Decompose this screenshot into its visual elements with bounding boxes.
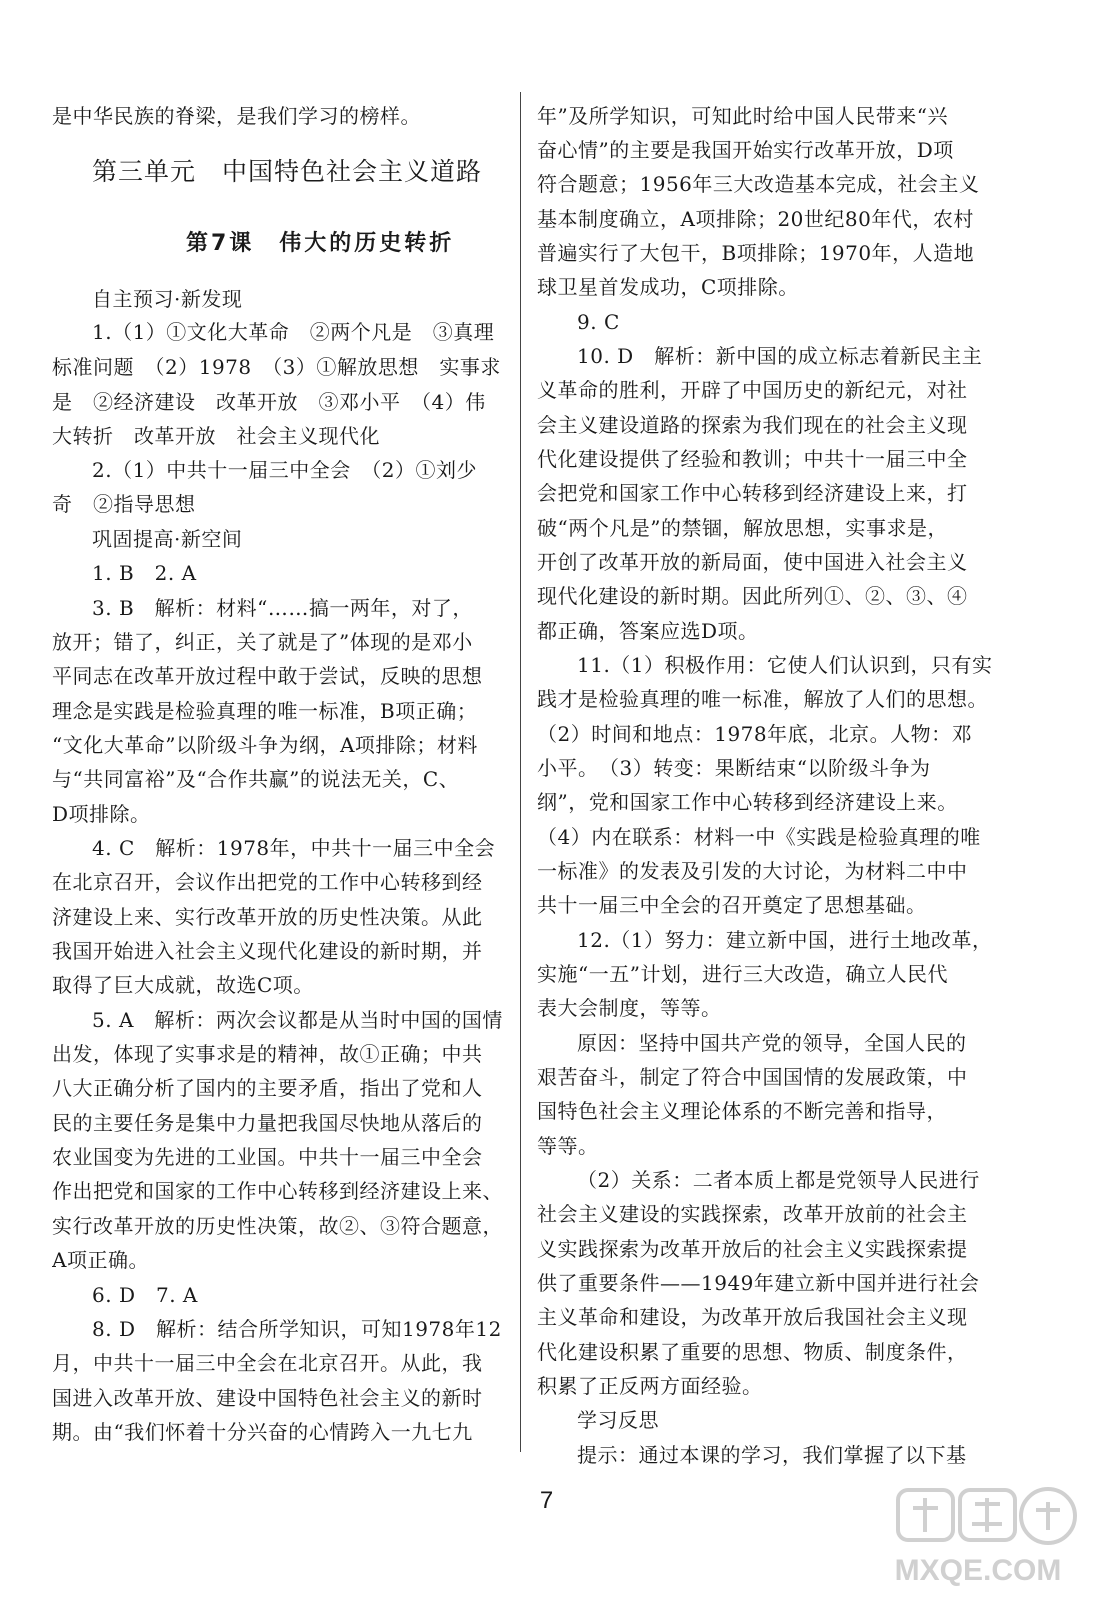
unit-title: 第三单元 中国特色社会主义道路 — [92, 157, 483, 186]
right-column-line: 12.（1）努力：建立新中国，进行土地改革， — [577, 928, 993, 952]
left-column-line: 大转折 改革开放 社会主义现代化 — [52, 424, 380, 448]
left-column-line: 实行改革开放的历史性决策，故②、③符合题意， — [52, 1214, 503, 1238]
right-column-line: 表大会制度，等等。 — [537, 996, 722, 1020]
left-column-line: 自主预习·新发现 — [92, 287, 243, 311]
left-column-line: 2.（1）中共十一届三中全会 （2）①刘少 — [92, 458, 478, 482]
left-column-line: 6. D 7. A — [92, 1283, 198, 1307]
right-column-line: 小平。 （3）转变：果断结束“以阶级斗争为 — [537, 756, 931, 780]
right-column-line: 实施“一五”计划，进行三大改造，确立人民代 — [537, 962, 948, 986]
left-column-line: 5. A 解析：两次会议都是从当时中国的国情 — [92, 1008, 503, 1032]
left-column-line: 巩固提高·新空间 — [92, 527, 243, 551]
watermark-logo — [868, 1480, 1088, 1595]
right-column-line: 国特色社会主义理论体系的不断完善和指导， — [537, 1099, 947, 1123]
right-column-line: 现代化建设的新时期。因此所列①、②、③、④ — [537, 584, 968, 608]
right-column-line: 义革命的胜利，开辟了中国历史的新纪元，对社 — [537, 378, 968, 402]
left-column-line: 国进入改革开放、建设中国特色社会主义的新时 — [52, 1386, 483, 1410]
right-column-line: 供了重要条件——1949年建立新中国并进行社会 — [537, 1271, 980, 1295]
left-column-line: 民的主要任务是集中力量把我国尽快地从落后的 — [52, 1111, 483, 1135]
right-column-line: 践才是检验真理的唯一标准，解放了人们的思想。 — [537, 687, 988, 711]
right-column-line: 年”及所学知识，可知此时给中国人民带来“兴 — [537, 104, 948, 128]
right-column-line: 代化建设提供了经验和教训；中共十一届三中全 — [537, 447, 968, 471]
right-column-line: 奋心情”的主要是我国开始实行改革开放，D项 — [537, 138, 954, 162]
left-column-line: 奇 ②指导思想 — [52, 492, 196, 516]
right-column-line: 11.（1）积极作用：它使人们认识到，只有实 — [577, 653, 993, 677]
left-column-line: 放开；错了，纠正，关了就是了”体现的是邓小 — [52, 630, 473, 654]
left-column-line: 平同志在改革开放过程中敢于尝试，反映的思想 — [52, 664, 483, 688]
left-column-line: “文化大革命”以阶级斗争为纲，A项排除；材料 — [52, 733, 478, 757]
left-column-line: D项排除。 — [52, 802, 151, 826]
left-column-line: 作出把党和国家的工作中心转移到经济建设上来、 — [52, 1179, 503, 1203]
left-column-line: 我国开始进入社会主义现代化建设的新时期，并 — [52, 939, 483, 963]
right-column-line: 义实践探索为改革开放后的社会主义实践探索提 — [537, 1237, 968, 1261]
left-column-line: 理念是实践是检验真理的唯一标准，B项正确； — [52, 699, 478, 723]
right-column-line: 会主义建设道路的探索为我们现在的社会主义现 — [537, 413, 968, 437]
right-column-line: 提示：通过本课的学习，我们掌握了以下基 — [577, 1443, 967, 1467]
right-column-line: 会把党和国家工作中心转移到经济建设上来，打 — [537, 481, 968, 505]
left-column-line: 标准问题 （2）1978 （3）①解放思想 实事求 — [52, 355, 501, 379]
right-column-line: 纲”，党和国家工作中心转移到经济建设上来。 — [537, 790, 958, 814]
left-column-line: 取得了巨大成就，故选C项。 — [52, 973, 314, 997]
left-column-line: 是 ②经济建设 改革开放 ③邓小平 （4）伟 — [52, 390, 486, 414]
right-column-line: 原因：坚持中国共产党的领导，全国人民的 — [577, 1031, 967, 1055]
lesson-title: 第7课 伟大的历史转折 — [186, 231, 455, 256]
right-column-line: 积累了正反两方面经验。 — [537, 1374, 763, 1398]
right-column-line: 破“两个凡是”的禁锢，解放思想，实事求是， — [537, 516, 948, 540]
left-column-line: 出发，体现了实事求是的精神，故①正确；中共 — [52, 1042, 483, 1066]
right-column-line: 都正确，答案应选D项。 — [537, 619, 759, 643]
right-column-line: 等等。 — [537, 1134, 599, 1158]
left-column-line: A项正确。 — [52, 1248, 149, 1272]
right-column-line: 符合题意；1956年三大改造基本完成，社会主义 — [537, 172, 980, 196]
right-column-line: 代化建设积累了重要的思想、物质、制度条件， — [537, 1340, 968, 1364]
right-column-line: 学习反思 — [577, 1408, 659, 1432]
right-column-line: （2）关系：二者本质上都是党领导人民进行 — [577, 1168, 980, 1192]
left-column-line: 4. C 解析：1978年，中共十一届三中全会 — [92, 836, 496, 860]
right-column-line: 一标准》的发表及引发的大讨论，为材料二中中 — [537, 859, 968, 883]
right-column-line: （2）时间和地点：1978年底，北京。人物：邓 — [537, 722, 973, 746]
left-column-line: 在北京召开，会议作出把党的工作中心转移到经 — [52, 870, 483, 894]
left-column-line: 与“共同富裕”及“合作共赢”的说法无关，C、 — [52, 767, 460, 791]
column-divider — [520, 92, 521, 1452]
left-column-line: 8. D 解析：结合所学知识，可知1978年12 — [92, 1317, 502, 1341]
left-column-line: 农业国变为先进的工业国。中共十一届三中全会 — [52, 1145, 483, 1169]
right-column-line: 10. D 解析：新中国的成立标志着新民主主 — [577, 344, 983, 368]
left-column-line: 1. B 2. A — [92, 561, 197, 585]
left-column-line: 1.（1）①文化大革命 ②两个凡是 ③真理 — [92, 320, 495, 344]
right-column-line: 基本制度确立，A项排除；20世纪80年代，农村 — [537, 207, 974, 231]
right-column-line: 艰苦奋斗，制定了符合中国国情的发展政策，中 — [537, 1065, 968, 1089]
left-column-line: 期。由“我们怀着十分兴奋的心情跨入一九七九 — [52, 1420, 473, 1444]
left-column-line: 是中华民族的脊梁，是我们学习的榜样。 — [52, 104, 421, 128]
left-column-line: 济建设上来、实行改革开放的历史性决策。从此 — [52, 905, 483, 929]
left-column-line: 八大正确分析了国内的主要矛盾，指出了党和人 — [52, 1076, 483, 1100]
right-column-line: 共十一届三中全会的召开奠定了思想基础。 — [537, 893, 927, 917]
right-column-line: 球卫星首发成功，C项排除。 — [537, 275, 799, 299]
right-column-line: （4）内在联系：材料一中《实践是检验真理的唯 — [537, 825, 981, 849]
left-column-line: 月，中共十一届三中全会在北京召开。从此，我 — [52, 1351, 483, 1375]
left-column-line: 3. B 解析：材料“……搞一两年，对了， — [92, 596, 473, 620]
right-column-line: 普遍实行了大包干，B项排除；1970年，人造地 — [537, 241, 975, 265]
watermark-url: MXQE.COM — [894, 1554, 1062, 1587]
right-column-line: 社会主义建设的实践探索，改革开放前的社会主 — [537, 1202, 968, 1226]
page-number: 7 — [539, 1487, 554, 1514]
right-column-line: 主义革命和建设，为改革开放后我国社会主义现 — [537, 1305, 968, 1329]
right-column-line: 9. C — [577, 310, 620, 334]
right-column-line: 开创了改革开放的新局面，使中国进入社会主义 — [537, 550, 968, 574]
